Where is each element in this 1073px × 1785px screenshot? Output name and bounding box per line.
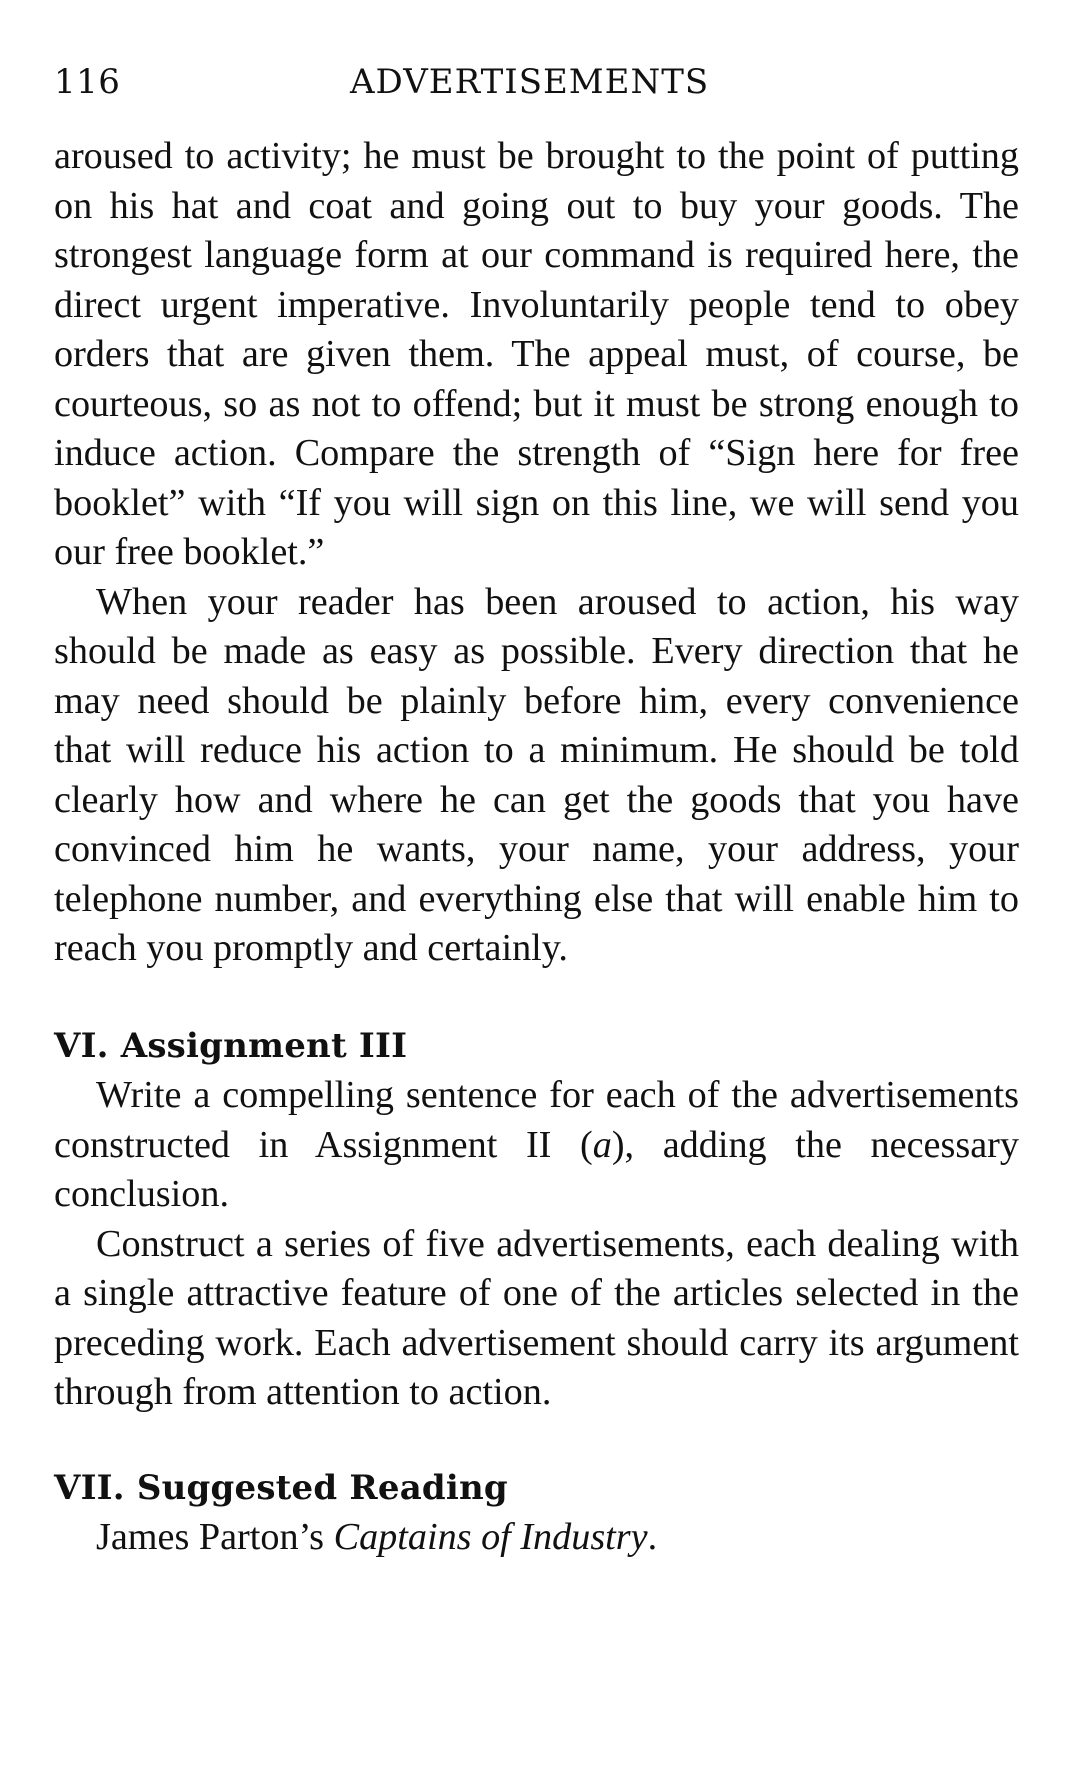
section-heading-assignment-iii: VI. Assignment III bbox=[54, 1025, 408, 1066]
running-title: ADVERTISEMENTS bbox=[350, 62, 710, 102]
assignment-text-start: Write a compelling sentence for each of the advertisements constructed in Assignment II ( bbox=[54, 1074, 1019, 1166]
paragraph-compelling-action: aroused to activity; he must be brought to the point of putting on his hat and coat and going out to buy your goods. The strongest language form at our command is required here, the direct urgent imperative. Involuntarily people tend to obey orders that are given them. The appeal must, of course, be courteous, so as not to offend; but it must be strong enough to induce action. Compare the strength of “Sign here for free booklet” with “If you will sign on this line, we will send you our free booklet.” bbox=[54, 135, 1019, 573]
reading-end: . bbox=[647, 1516, 658, 1558]
running-head bbox=[54, 62, 1019, 132]
section-heading-suggested-reading: VII. Suggested Reading bbox=[54, 1467, 508, 1508]
paragraph-ease-of-action: When your reader has been aroused to action, his way should be made as easy as possible. Every direction that he may need should be plainly before him, every convenience that will reduce his action to a minimum. He should be told clearly how and where he can get the goods that you have convinced him he wants, your name, your address, your telephone number, and everything else that will enable him to reach you promptly and certainly. bbox=[54, 580, 1019, 969]
body-text bbox=[54, 132, 1019, 1563]
section-spacer bbox=[54, 1418, 1019, 1464]
suggested-reading-entry bbox=[54, 1513, 1019, 1563]
reading-book-title: Captains of Industry bbox=[333, 1516, 648, 1558]
paragraph-assignment-compelling-sentence bbox=[54, 1071, 1019, 1220]
paragraph-assignment-series: Construct a series of five advertisements, each dealing with a single attractive feature of one of the articles selected in the preceding work. Each advertisement should carry its argument through from attention to action. bbox=[54, 1222, 1019, 1413]
section-spacer bbox=[54, 974, 1019, 1022]
book-page bbox=[54, 0, 1019, 1563]
reading-author: James Parton’s bbox=[96, 1516, 334, 1558]
page-number: 116 bbox=[54, 62, 121, 102]
assignment-text-end: ), adding the necessary conclusion. bbox=[54, 1123, 1019, 1215]
assignment-italic-letter: a bbox=[592, 1123, 612, 1166]
